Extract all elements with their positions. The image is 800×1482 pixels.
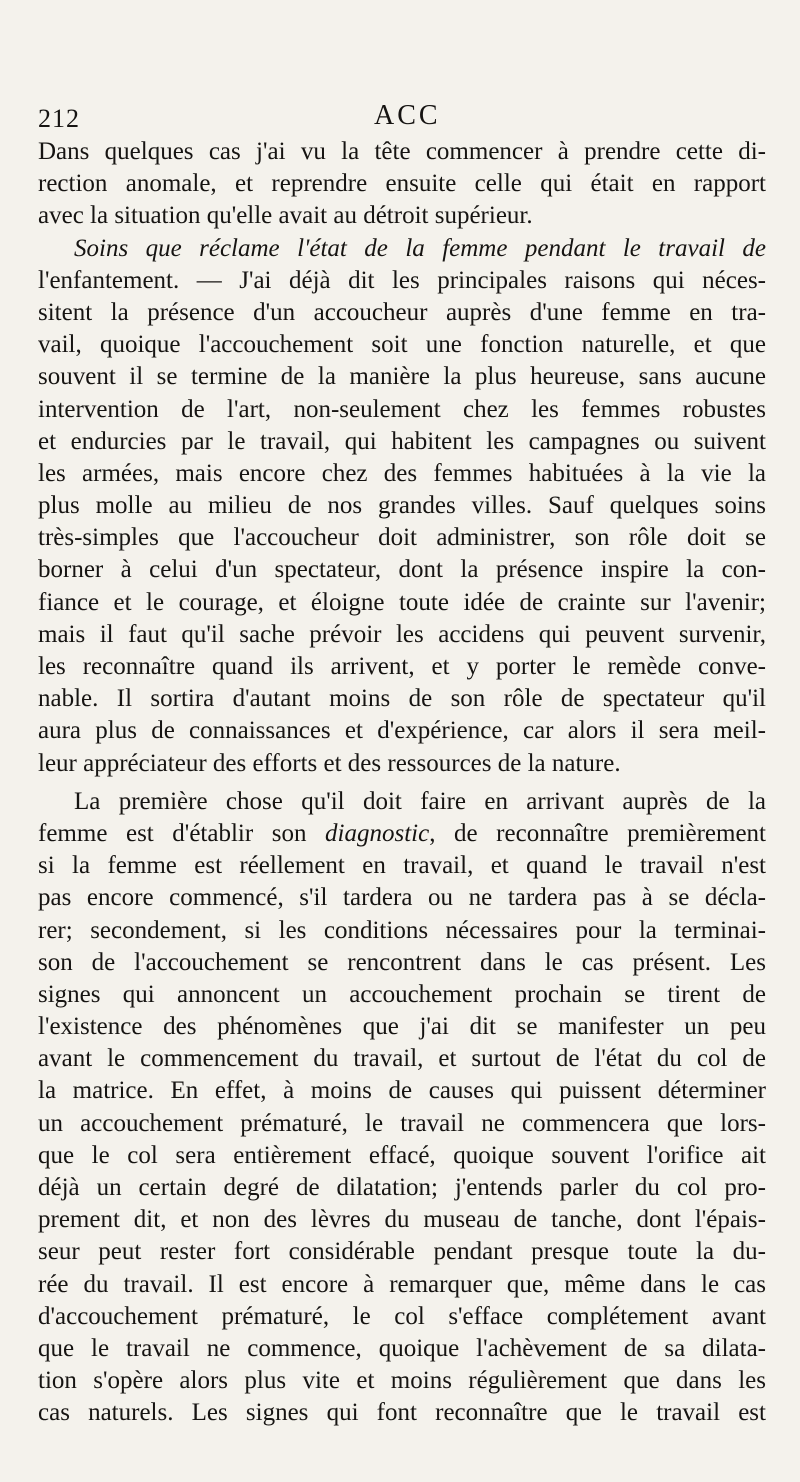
italic-word: diagnostic bbox=[325, 819, 430, 847]
text-line: avec la situation qu'elle avait au détroit supérieur. bbox=[38, 202, 533, 230]
text-line: fiance et le courage, et éloigne toute idée de crainte sur l'avenir; bbox=[38, 588, 766, 616]
text-line: si la femme est réellement en travail, et quand le travail n'est bbox=[38, 852, 766, 880]
text-line: l'enfantement. — J'ai déjà dit les principales raisons qui néces- bbox=[38, 266, 766, 294]
text-line: la matrice. En effet, à moins de causes qui puissent déterminer bbox=[38, 1077, 766, 1105]
text-line: que le col sera entièrement effacé, quoique souvent l'orifice ait bbox=[38, 1141, 766, 1169]
text-line: et endurcies par le travail, qui habitent les campagnes ou suivent bbox=[38, 427, 766, 455]
text-line: un accouchement prématuré, le travail ne commencera que lors- bbox=[38, 1109, 766, 1137]
text-line: prement dit, et non des lèvres du museau de tanche, dont l'épais- bbox=[38, 1206, 766, 1234]
text-line: cas naturels. Les signes qui font reconnaître que le travail est bbox=[38, 1399, 766, 1427]
text-line: souvent il se termine de la manière la plus heureuse, sans aucune bbox=[38, 363, 766, 391]
text-line: avant le commencement du travail, et surtout de l'état du col de bbox=[38, 1045, 766, 1073]
text-line: vail, quoique l'accouchement soit une fonction naturelle, et que bbox=[38, 331, 766, 359]
text-line bbox=[38, 233, 766, 265]
text-line: son de l'accouchement se rencontrent dans le cas présent. Les bbox=[38, 948, 766, 976]
text-line: d'accouchement prématuré, le col s'efface complétement avant bbox=[38, 1302, 766, 1330]
page-header bbox=[38, 96, 766, 136]
text-line: intervention de l'art, non-seulement chez les femmes robustes bbox=[38, 395, 766, 423]
running-head: ACC bbox=[374, 100, 441, 131]
page-number: 212 bbox=[38, 104, 80, 133]
text-line: signes qui annoncent un accouchement prochain se tirent de bbox=[38, 980, 766, 1008]
text-line: tion s'opère alors plus vite et moins régulièrement que dans les bbox=[38, 1367, 766, 1395]
text-line: les armées, mais encore chez des femmes habituées à la vie la bbox=[38, 459, 766, 487]
text-line: déjà un certain degré de dilatation; j'entends parler du col pro- bbox=[38, 1174, 766, 1201]
text-line: les reconnaître quand ils arrivent, et y porter le remède conve- bbox=[38, 653, 766, 680]
text-line: pas encore commencé, s'il tardera ou ne tardera pas à se décla- bbox=[38, 884, 766, 912]
text-line: La première chose qu'il doit faire en arrivant auprès de la bbox=[74, 787, 766, 815]
italic-heading: Soins que réclame l'état de la femme pendant le travail de bbox=[74, 234, 766, 262]
text-line: femme est d'établir son diagnostic, de reconnaître premièrement bbox=[38, 819, 766, 847]
book-page bbox=[38, 96, 766, 1430]
text-line: mais il faut qu'il sache prévoir les accidens qui peuvent survenir, bbox=[38, 620, 766, 648]
text-line: rection anomale, et reprendre ensuite celle qui était en rapport bbox=[38, 170, 766, 198]
text-line: Dans quelques cas j'ai vu la tête commencer à prendre cette di- bbox=[38, 138, 766, 165]
text-line: rer; secondement, si les conditions nécessaires pour la terminai- bbox=[38, 916, 766, 944]
text-line: seur peut rester fort considérable pendant presque toute la du- bbox=[38, 1238, 766, 1266]
text-line: borner à celui d'un spectateur, dont la présence inspire la con- bbox=[38, 556, 766, 584]
text-line: rée du travail. Il est encore à remarquer que, même dans le cas bbox=[38, 1270, 766, 1298]
text-line: nable. Il sortira d'autant moins de son rôle de spectateur qu'il bbox=[38, 685, 766, 713]
paragraph bbox=[38, 786, 766, 1430]
text-line: aura plus de connaissances et d'expérience, car alors il sera meil- bbox=[38, 717, 766, 745]
paragraph bbox=[38, 233, 766, 780]
text-line: sitent la présence d'un accoucheur auprès d'une femme en tra- bbox=[38, 298, 766, 326]
paragraph bbox=[38, 136, 766, 233]
text-line: l'existence des phénomènes que j'ai dit se manifester un peu bbox=[38, 1013, 766, 1041]
text-line: leur appréciateur des efforts et des ressources de la nature. bbox=[38, 749, 621, 777]
text-line: très-simples que l'accoucheur doit administrer, son rôle doit se bbox=[38, 524, 766, 552]
text-line: plus molle au milieu de nos grandes villes. Sauf quelques soins bbox=[38, 492, 766, 520]
text-line: que le travail ne commence, quoique l'achèvement de sa dilata- bbox=[38, 1334, 766, 1362]
